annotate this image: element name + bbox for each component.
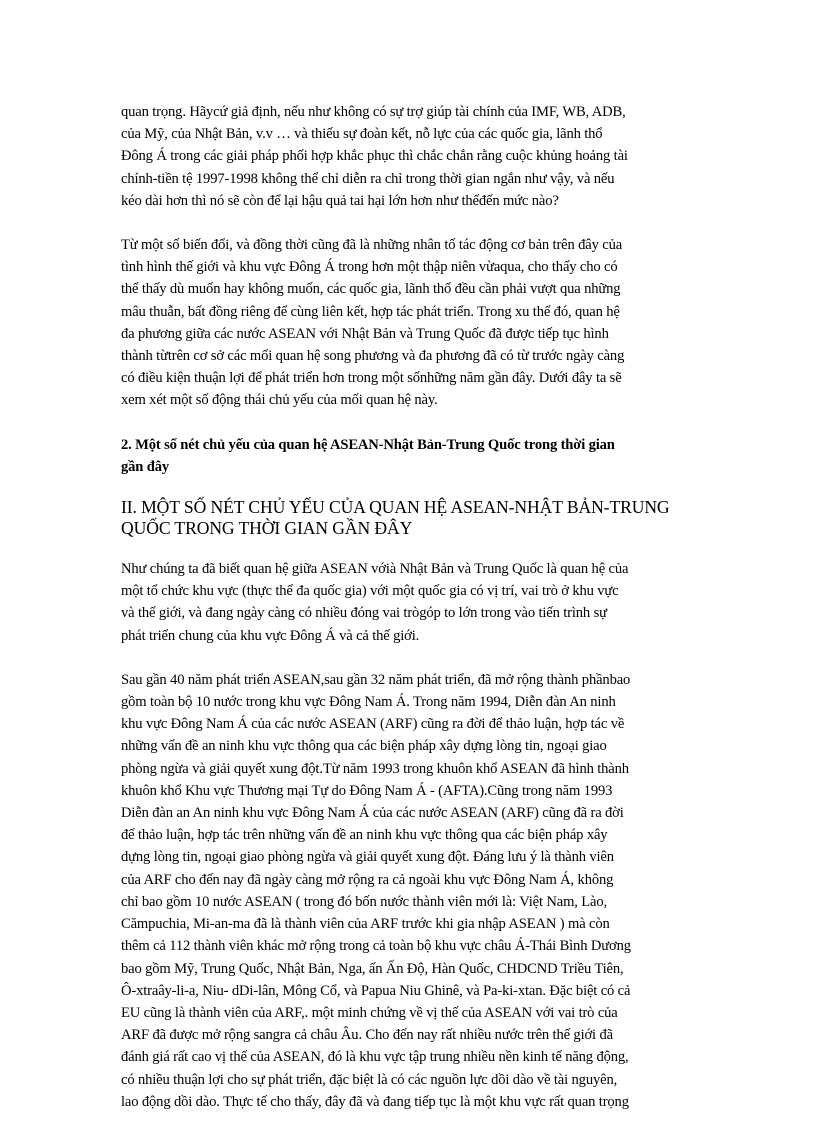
text-line: và thế giới, và đang ngày càng có nhiều đóng vai trògóp to lớn trong vào tiến trình sự bbox=[121, 605, 607, 622]
text-line: phát triển chung của khu vực Đông Á và cả thế giới. bbox=[121, 627, 420, 644]
text-line: của Mỹ, của Nhật Bản, v.v … và thiếu sự đoàn kết, nỗ lực của các quốc gia, lãnh thổ bbox=[121, 126, 603, 143]
text-line: Diễn đàn an An ninh khu vực Đông Nam Á của các nước ASEAN (ARF) cũng đã ra đời bbox=[121, 805, 624, 822]
text-line: gồm toàn bộ 10 nước trong khu vực Đông Nam Á. Trong năm 1994, Diễn đàn An ninh bbox=[121, 694, 616, 711]
text-line: II. MỘT SỐ NÉT CHỦ YẾU CỦA QUAN HỆ ASEAN-NHẬT BẢN-TRUNG bbox=[121, 497, 670, 518]
paragraph-asean-relations bbox=[121, 558, 697, 647]
text-line: EU cũng là thành viên của ARF,. một minh chứng về vị thế của ASEAN với vai trò của bbox=[121, 1004, 618, 1021]
text-line: kéo dài hơn thì nó sẽ còn để lại hậu quả tai hại lớn hơn như thếđến mức nào? bbox=[121, 192, 559, 209]
text-line: chính-tiền tệ 1997-1998 không thể chỉ diễn ra chỉ trong thời gian ngắn như vậy, và nếu bbox=[121, 170, 615, 187]
text-line: phòng ngừa và giải quyết xung đột.Từ năm 1993 trong khuôn khổ ASEAN đã hình thành bbox=[121, 760, 629, 777]
text-line: của ARF cho đến nay đã ngày càng mở rộng ra cả ngoài khu vực Đông Nam Á, không bbox=[121, 871, 614, 888]
section-subheading bbox=[121, 434, 697, 478]
text-line: đánh giá rất cao vị thế của ASEAN, đó là khu vực tập trung nhiều nền kinh tế năng động, bbox=[121, 1049, 629, 1066]
text-line: Sau gần 40 năm phát triển ASEAN,sau gần 32 năm phát triển, đã mở rộng thành phầnbao bbox=[121, 671, 631, 688]
paragraph-crisis-support bbox=[121, 101, 697, 212]
text-line: lao động dồi dào. Thực tế cho thấy, đây đã và đang tiếp tục là một khu vực rất quan trọng bbox=[121, 1093, 629, 1110]
section-heading bbox=[121, 497, 697, 539]
text-line: có nhiều thuận lợi cho sự phát triển, đặc biệt là có các nguồn lực dồi dào về tài nguyên, bbox=[121, 1071, 618, 1088]
text-line: đa phương giữa các nước ASEAN với Nhật Bản và Trung Quốc đã được tiếp tục hình bbox=[121, 325, 609, 342]
text-line: Từ một số biến đổi, và đồng thời cũng đã là những nhân tố tác động cơ bản trên đây của bbox=[121, 237, 623, 254]
text-line: một tổ chức khu vực (thực thể đa quốc gia) với một quốc gia có vị trí, vai trò ở khu vực bbox=[121, 583, 619, 600]
paragraph-regional-changes bbox=[121, 234, 697, 412]
text-line: 2. Một số nét chủ yếu của quan hệ ASEAN-Nhật Bản-Trung Quốc trong thời gian bbox=[121, 436, 615, 453]
text-line: thêm cả 112 thành viên khác mở rộng trong cả toàn bộ khu vực châu Á-Thái Bình Dương bbox=[121, 938, 631, 955]
text-line: dựng lòng tin, ngoại giao phòng ngừa và giải quyết xung đột. Đáng lưu ý là thành viên bbox=[121, 849, 614, 866]
text-line: QUỐC TRONG THỜI GIAN GẦN ĐÂY bbox=[121, 518, 413, 539]
document-page bbox=[121, 101, 697, 1135]
text-line: ARF đã được mở rộng sangra cả châu Âu. Cho đến nay rất nhiều nước trên thế giới đã bbox=[121, 1027, 613, 1044]
paragraph-asean-development bbox=[121, 669, 697, 1113]
text-line: mâu thuẫn, bất đồng riêng để cùng liên kết, hợp tác phát triển. Trong xu thế đó, quan hệ bbox=[121, 303, 620, 320]
text-line: thành từtrên cơ sở các mối quan hệ song phương và đa phương đã có từ trước ngày càng bbox=[121, 348, 625, 365]
text-line: Đông Á trong các giải pháp phối hợp khắc phục thì chắc chắn rằng cuộc khủng hoảng tài bbox=[121, 148, 628, 165]
text-line: xem xét một số động thái chủ yếu của mối quan hệ này. bbox=[121, 392, 438, 409]
text-line: khu vực Đông Nam Á của các nước ASEAN (ARF) cũng ra đời để thảo luận, hợp tác về bbox=[121, 716, 625, 733]
text-line: gần đây bbox=[121, 458, 170, 475]
text-line: có điều kiện thuận lợi để phát triển hơn trong một sốnhững năm gần đây. Dưới đây ta sẽ bbox=[121, 370, 622, 387]
text-line: bao gồm Mỹ, Trung Quốc, Nhật Bản, Nga, ấn Ấn Độ, Hàn Quốc, CHDCND Triều Tiên, bbox=[121, 960, 624, 977]
text-line: Ô-xtraây-li-a, Niu- dDi-lân, Mông Cổ, và Papua Niu Ghinê, và Pa-ki-xtan. Đặc biệt có cả bbox=[121, 982, 631, 999]
text-line: thể thấy dù muốn hay không muốn, các quốc gia, lãnh thổ đều cần phải vượt qua những bbox=[121, 281, 621, 298]
text-line: chỉ bao gồm 10 nước ASEAN ( trong đó bốn nước thành viên mới là: Việt Nam, Lào, bbox=[121, 893, 608, 910]
text-line: để thảo luận, hợp tác trên những vấn đề an ninh khu vực thông qua các biện pháp xây bbox=[121, 827, 608, 844]
text-line: Như chúng ta đã biết quan hệ giữa ASEAN vớià Nhật Bản và Trung Quốc là quan hệ của bbox=[121, 561, 629, 578]
text-line: quan trọng. Hãycứ giả định, nếu như không có sự trợ giúp tài chính của IMF, WB, ADB, bbox=[121, 104, 626, 120]
text-line: tình hình thế giới và khu vực Đông Á trong hơn một thập niên vừaqua, cho thấy cho có bbox=[121, 259, 618, 276]
text-line: Cămpuchia, Mi-an-ma đã là thành viên của ARF trước khi gia nhập ASEAN ) mà còn bbox=[121, 916, 610, 933]
text-line: những vấn đề an ninh khu vực thông qua các biện pháp xây dựng lòng tin, ngoại giao bbox=[121, 738, 607, 755]
text-line: khuôn khổ Khu vực Thương mại Tự do Đông Nam Á - (AFTA).Cũng trong năm 1993 bbox=[121, 782, 613, 799]
